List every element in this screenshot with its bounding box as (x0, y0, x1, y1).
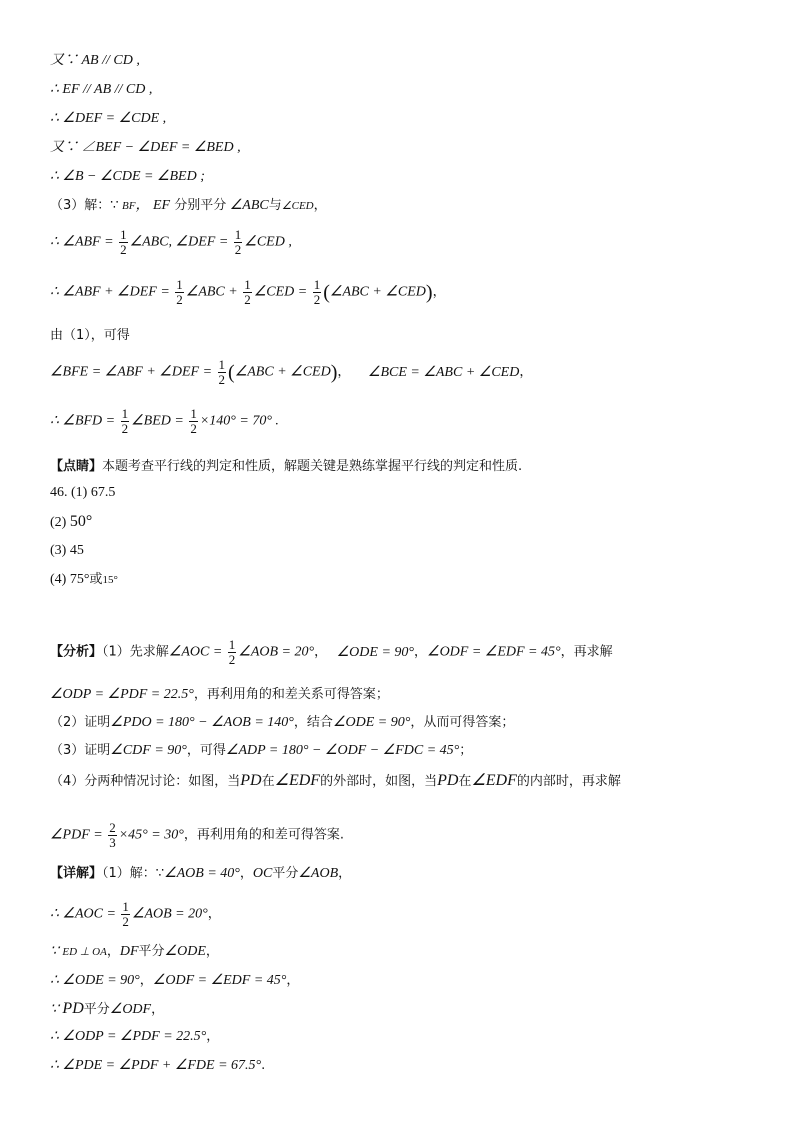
dianjing-line (50, 458, 522, 476)
denominator: 2 (176, 292, 183, 307)
math-text: ∴ ∠AOC = (50, 906, 116, 922)
math-text: ∴ ∠ODE = 90° (50, 973, 140, 988)
numerator: 2 (109, 820, 116, 835)
proof-line-11 (50, 407, 279, 436)
math-text: ∠AOB (298, 866, 339, 881)
math-text: ∠ODE (164, 944, 206, 959)
answer-value: 50° (69, 513, 93, 530)
text: （3）证明 (50, 743, 111, 758)
text: ，可得 (186, 743, 226, 758)
answer-3 (50, 542, 84, 560)
numerator: 1 (228, 637, 236, 652)
denominator: 2 (313, 292, 321, 307)
math-text: ∵ (50, 1002, 59, 1017)
fraction (243, 278, 252, 307)
denominator: 2 (244, 292, 251, 307)
answer-label: (4) (50, 572, 67, 587)
step-label: （3）解：∵ (50, 198, 119, 213)
solution-line-6 (50, 1028, 219, 1046)
math-text: ∴ ∠ABF = (50, 234, 114, 250)
math-text: ∠AOB = 20° (131, 906, 208, 922)
proof-line-8 (50, 278, 446, 307)
numerator: 1 (122, 899, 129, 914)
math-text: OC (252, 866, 273, 881)
math-text: ∠EDF (471, 772, 517, 789)
text: ， (414, 644, 428, 660)
answer-value: 67.5 (90, 485, 116, 500)
math-text: ∠ABC + ∠CED (234, 364, 331, 380)
answer-4 (50, 571, 118, 589)
text: （1）解：∵ (102, 866, 165, 881)
analysis-line-4 (50, 742, 472, 760)
text: ， (337, 364, 351, 380)
math-text: ∠ABC, ∠DEF = (129, 234, 229, 250)
fraction (121, 407, 130, 436)
text: . (261, 1058, 266, 1073)
text: ， (139, 973, 153, 988)
math-text: ∠ABC + ∠CED (329, 284, 426, 300)
math-text: ∠PDF = (50, 827, 103, 843)
solution-line-4 (50, 972, 299, 990)
numerator: 1 (244, 277, 251, 292)
analysis-line-3 (50, 714, 514, 732)
math-text: PD (62, 1000, 84, 1017)
text: ； (459, 743, 473, 758)
analysis-line-1 (50, 638, 613, 667)
text: ， (151, 1002, 165, 1017)
denominator: 2 (234, 242, 242, 257)
math-text: ×140° = 70° . (199, 413, 279, 429)
math-text: ∠BCE = ∠ABC + ∠CED (367, 364, 520, 380)
text: 或 (89, 572, 103, 587)
text: 本题考查平行线的判定和性质，解题关键是熟练掌握平行线的判定和性质. (102, 459, 523, 474)
answer-label: (3) (50, 543, 67, 558)
numerator: 1 (218, 357, 226, 372)
proof-text: ∴ ∠B − ∠CDE = ∠BED ; (50, 169, 205, 184)
fraction (218, 358, 227, 387)
paren: ) (425, 281, 433, 304)
proof-line-9 (50, 327, 130, 345)
answer-label: (1) (71, 485, 88, 500)
math-text: ∴ ∠PDE = ∠PDF + ∠FDE = 67.5° (50, 1058, 262, 1073)
math-text: ∠ODE = 90° (332, 715, 411, 730)
answer-label: (2) (50, 515, 67, 530)
math-text: ∠AOB = 20° (238, 644, 315, 660)
proof-text: 又∵ AB // CD , (50, 53, 140, 68)
text: ， (313, 198, 327, 213)
math-text: ∠EDF (274, 772, 321, 789)
text: ，从而可得答案； (410, 715, 515, 730)
proof-line-3 (50, 110, 166, 128)
denominator: 3 (109, 835, 116, 850)
numerator: 1 (176, 277, 183, 292)
text: 的外部时，如图，当 (320, 774, 438, 789)
text: ， (239, 866, 253, 881)
math-text: ∠BED = (131, 413, 184, 429)
math-text: ∴ ∠BFD = (50, 413, 116, 429)
solution-line-5 (50, 1000, 164, 1019)
math-text: ∠ADP = 180° − ∠ODF − ∠FDC = 45° (225, 743, 460, 758)
analysis-line-5 (50, 772, 621, 791)
text: ， (432, 284, 446, 300)
fraction (121, 900, 130, 929)
math-text: ∠BFE = ∠ABF + ∠DEF = (50, 364, 213, 380)
text: 平分 (272, 866, 299, 881)
section-tag: 【详解】 (50, 866, 103, 881)
proof-line-6 (50, 197, 327, 215)
solution-line-3 (50, 943, 219, 961)
math-text: ∠ODF = ∠EDF = 45° (427, 644, 561, 660)
denominator: 2 (122, 914, 129, 929)
analysis-line-2 (50, 686, 389, 704)
math-text: ∠CED = (253, 284, 308, 300)
section-tag: 【分析】 (50, 644, 103, 660)
text: （4）分两种情况讨论：如图，当 (50, 774, 241, 789)
text: 分别平分 (170, 198, 227, 213)
text: ，再利用角的和差关系可得答案； (193, 687, 389, 702)
text: ，再利用角的和差可得答案. (183, 827, 344, 843)
fraction (175, 278, 184, 307)
text: ， (286, 973, 300, 988)
math-text: ∠CDF = 90° (110, 743, 187, 758)
proof-text: ∴ EF // AB // CD , (50, 82, 153, 97)
numerator: 1 (190, 406, 197, 421)
numerator: 1 (234, 227, 242, 242)
answer-value: 75° (69, 572, 90, 587)
numerator: 1 (121, 406, 129, 421)
proof-line-7 (50, 228, 292, 257)
solution-line-7 (50, 1057, 265, 1075)
proof-text: ∴ ∠DEF = ∠CDE , (50, 111, 167, 126)
math-text: ∠ABC + (185, 284, 238, 300)
text: ， (338, 866, 352, 881)
math-text: ∠AOC = (168, 644, 223, 660)
answer-1 (50, 484, 115, 502)
math-text: ∠AOB = 40° (164, 866, 240, 881)
fraction (189, 407, 198, 436)
text: （2）证明 (50, 715, 111, 730)
fraction (228, 638, 237, 667)
proof-line-1 (50, 52, 140, 70)
answer-value: 45 (69, 543, 84, 558)
math-text: ∵ (50, 944, 59, 959)
proof-line-5 (50, 168, 205, 186)
fraction (119, 228, 128, 257)
paren: ( (228, 361, 235, 384)
math-text: PD (437, 772, 459, 789)
math-text: ∠PDO = 180° − ∠AOB = 140° (110, 715, 294, 730)
text: ， (106, 944, 120, 959)
denominator: 2 (218, 372, 226, 387)
segment-bf: BF (122, 200, 136, 212)
text: ， (519, 364, 533, 380)
math-text: ∴ ∠ODP = ∠PDF = 22.5° (50, 1029, 207, 1044)
numerator: 1 (120, 227, 127, 242)
math-text: ∠ODP = ∠PDF = 22.5° (50, 687, 194, 702)
math-text: ∴ ∠ABF + ∠DEF = (50, 284, 170, 300)
fraction (234, 228, 243, 257)
text: （1）先求解 (102, 644, 169, 660)
fraction (108, 821, 117, 850)
answer-2 (50, 513, 92, 532)
text: ，再求解 (560, 644, 613, 660)
proof-line-4 (50, 139, 241, 157)
denominator: 2 (121, 421, 129, 436)
proof-text: 又∵ ∠BEF − ∠DEF = ∠BED , (50, 140, 241, 155)
math-text: ED ⊥ OA (62, 946, 107, 958)
text: 平分 (138, 944, 165, 959)
paren: ( (323, 281, 330, 304)
denominator: 2 (228, 652, 236, 667)
text: ， (207, 906, 221, 922)
math-text: ∠ODF = ∠EDF = 45° (152, 973, 287, 988)
math-text: PD (240, 772, 262, 789)
text: ， (206, 1029, 220, 1044)
paren: ) (330, 361, 338, 384)
text: ， (205, 944, 219, 959)
analysis-line-6 (50, 821, 344, 850)
section-tag: 【点睛】 (50, 459, 103, 474)
math-text: ∠ODE = 90° (336, 644, 414, 660)
text: 与 (268, 198, 282, 213)
text: 在 (458, 774, 472, 789)
text: 由（1），可得 (50, 328, 130, 343)
denominator: 2 (120, 242, 127, 257)
proof-line-10 (50, 358, 532, 387)
math-text: ∠ODF (109, 1002, 152, 1017)
denominator: 2 (190, 421, 197, 436)
proof-line-2 (50, 81, 152, 99)
math-text: DF (119, 944, 139, 959)
text: 平分 (83, 1002, 110, 1017)
angle-ced: ∠CED (281, 200, 314, 212)
math-text: ∠CED , (244, 234, 292, 250)
fraction (313, 278, 322, 307)
text: ， (314, 644, 328, 660)
angle-abc: ∠ABC (229, 198, 269, 213)
text: 在 (261, 774, 275, 789)
question-number: 46. (50, 485, 68, 500)
answer-value: 15° (102, 574, 118, 586)
segment-ef: ， EF (135, 198, 171, 213)
math-text: ×45° = 30° (118, 827, 184, 843)
numerator: 1 (313, 277, 321, 292)
text: ，结合 (293, 715, 333, 730)
solution-line-2 (50, 900, 221, 929)
text: 的内部时，再求解 (516, 774, 621, 789)
solution-line-1 (50, 865, 351, 883)
